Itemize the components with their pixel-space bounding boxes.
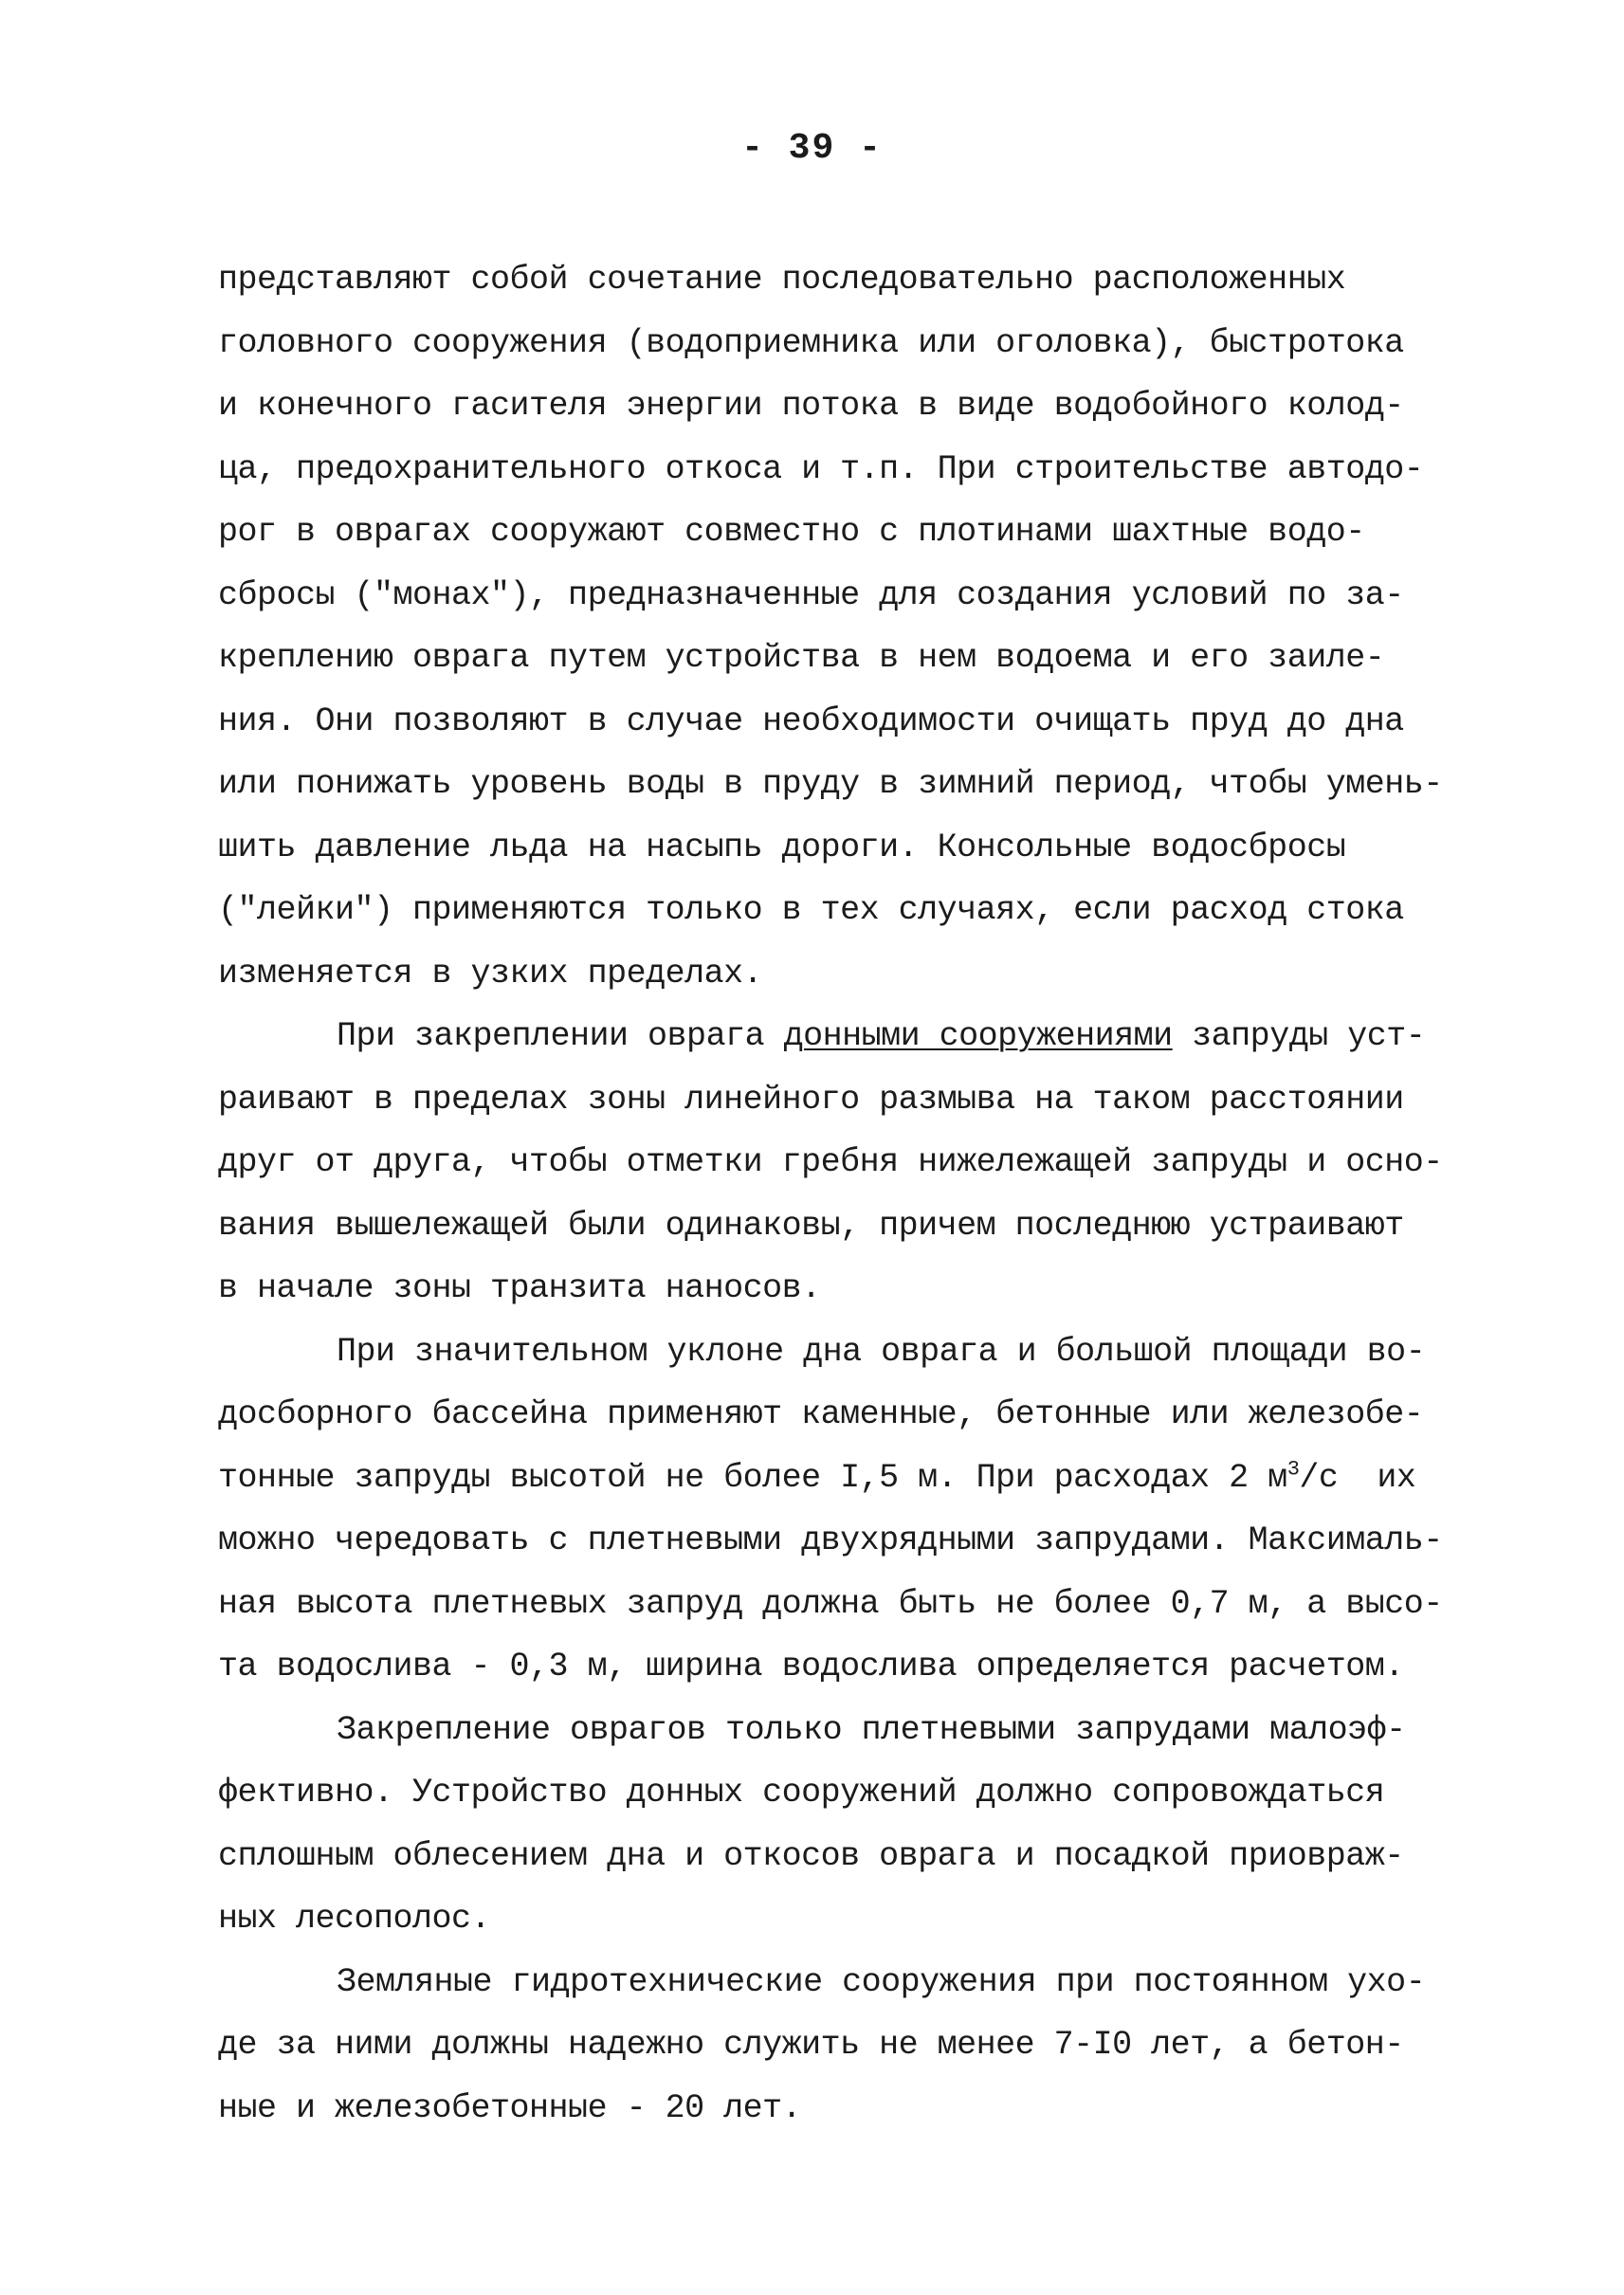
text-line: в начале зоны транзита наносов. [218, 1269, 821, 1307]
page-number: - 39 - [741, 128, 883, 169]
text-line: Земляные гидротехнические сооружения при постоянном ухо- [337, 1962, 1426, 2001]
text-line: раивают в пределах зоны линейного размыва на таком расстоянии [218, 1080, 1404, 1119]
text-line: рог в оврагах сооружают совместно с плотинами шахтные водо- [218, 513, 1365, 551]
text-line [218, 1005, 1451, 1068]
text-line: ния. Они позволяют в случае необходимости очищать пруд до дна [218, 701, 1404, 740]
text-fragment: запруды уст- [1172, 1017, 1426, 1055]
superscript: 3 [1286, 1456, 1300, 1481]
text-line: досборного бассейна применяют каменные, бетонные или железобе- [218, 1395, 1424, 1433]
paragraph-2 [218, 1005, 1451, 1321]
text-line: Закрепление оврагов только плетневыми запрудами малоэф- [337, 1710, 1406, 1749]
text-line: ные и железобетонные - 20 лет. [218, 2088, 802, 2127]
text-fragment: /с их [1299, 1458, 1416, 1497]
text-line: друг от друга, чтобы отметки гребня нижележащей запруды и осно- [218, 1143, 1443, 1181]
underlined-term: донными сооружениями [783, 1017, 1173, 1055]
text-fragment: тонные запруды высотой не более I,5 м. При расходах 2 м [218, 1458, 1287, 1497]
text-line: ных лесополос. [218, 1900, 491, 1938]
text-line: та водослива - 0,3 м, ширина водослива определяется расчетом. [218, 1648, 1404, 1685]
text-line: головного сооружения (водоприемника или оголовка), быстротока [218, 323, 1404, 362]
text-line: представляют собой сочетание последовательно расположенных [218, 261, 1346, 299]
text-line: сплошным облесением дна и откосов оврага и посадкой приовраж- [218, 1836, 1404, 1875]
text-line: вания вышележащей были одинаковы, причем последнюю устраивают [218, 1206, 1404, 1245]
paragraph-4 [218, 1699, 1451, 1951]
text-line: ная высота плетневых запруд должна быть не более 0,7 м, а высо- [218, 1584, 1443, 1623]
text-line: При значительном уклоне дна оврага и большой площади во- [337, 1332, 1426, 1371]
text-line: можно чередовать с плетневыми двухрядными запрудами. Максималь- [218, 1521, 1443, 1559]
text-line: ("лейки") применяются только в тех случаях, если расход стока [218, 891, 1404, 929]
text-line: ца, предохранительного откоса и т.п. При строительстве автодо- [218, 449, 1424, 488]
text-line: шить давление льда на насыпь дороги. Консольные водосбросы [218, 828, 1346, 866]
paragraph-1 [218, 248, 1451, 1005]
text-line: или понижать уровень воды в пруду в зимний период, чтобы умень- [218, 765, 1443, 803]
body-text [218, 248, 1451, 2140]
text-line: де за ними должны надежно служить не менее 7-I0 лет, а бетон- [218, 2026, 1404, 2064]
text-line: изменяется в узких пределах. [218, 954, 763, 993]
text-line [218, 1447, 1451, 1510]
text-line: и конечного гасителя энергии потока в виде водобойного колод- [218, 387, 1404, 425]
paragraph-5 [218, 1951, 1451, 2140]
paragraph-3 [218, 1321, 1451, 1699]
text-line: сбросы ("монах"), предназначенные для создания условий по за- [218, 575, 1404, 614]
text-line: фективно. Устройство донных сооружений должно сопровождаться [218, 1774, 1385, 1812]
text-fragment: При закреплении оврага [337, 1017, 784, 1055]
text-line: креплению оврага путем устройства в нем водоема и его заиле- [218, 639, 1385, 677]
